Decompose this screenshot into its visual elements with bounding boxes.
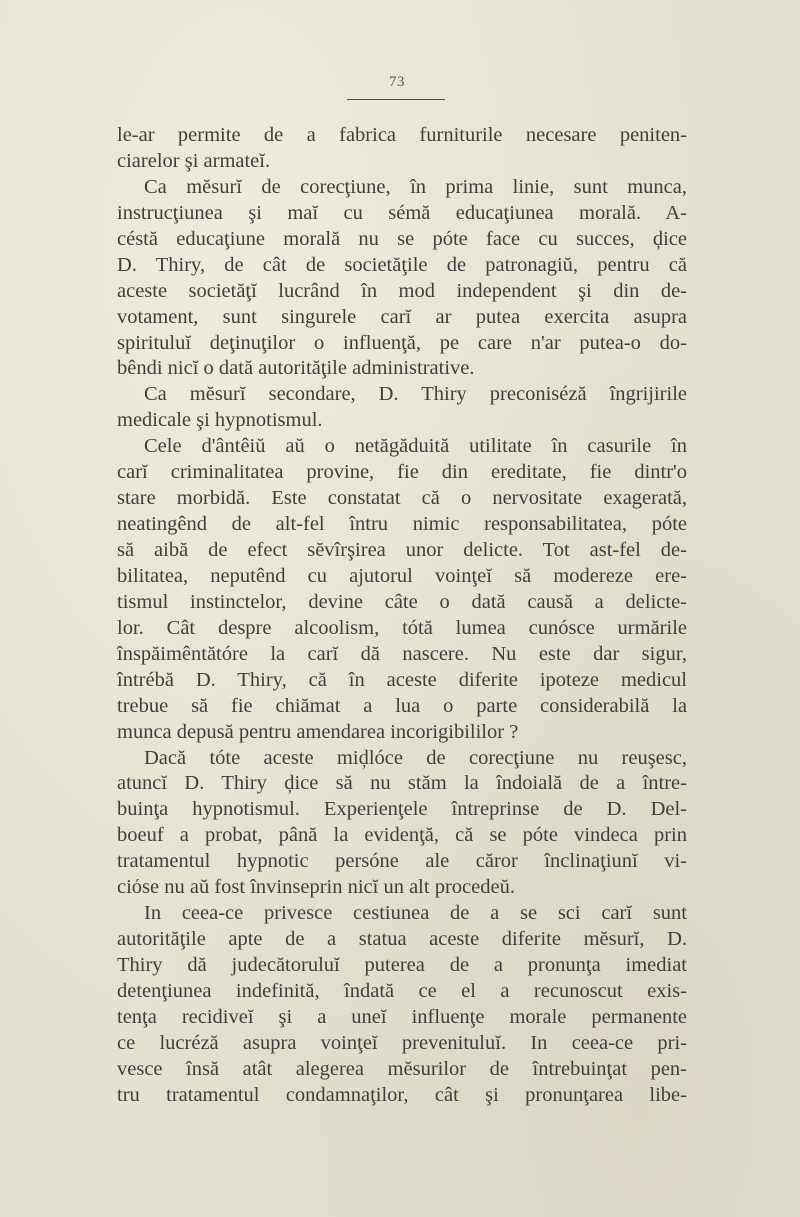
body-text bbox=[117, 123, 687, 1109]
text-line: Ca mĕsurĭ secondare, D. Thiry preconiséză îngrijirile bbox=[144, 383, 687, 406]
text-line: atuncĭ D. Thiry ḑice să nu stăm la îndoială de a între- bbox=[117, 772, 687, 795]
text-line: tismul instinctelor, devine câte o dată causă a delicte- bbox=[117, 590, 687, 613]
text-line: carĭ criminalitatea provine, fie din ereditate, fie dintr'o bbox=[117, 461, 687, 484]
text-line: Thiry dă judecătoruluĭ puterea de a pronunţa imediat bbox=[117, 954, 687, 976]
text-line: Ca mĕsurĭ de corecţiune, în prima linie, sunt munca, bbox=[144, 175, 687, 198]
text-line: buinţa hypnotismul. Experienţele întreprinse de D. Del- bbox=[117, 798, 687, 821]
page-number: 73 bbox=[389, 74, 405, 90]
text-line: detenţiunea indefinită, îndată ce el a recunoscut exis- bbox=[117, 979, 687, 1002]
text-line: tratamentul hypnotic persóne ale căror înclinaţiunĭ vi- bbox=[117, 850, 687, 873]
text-line: instrucţiunea şi maĭ cu sémă educaţiunea morală. A- bbox=[117, 201, 687, 224]
text-line: bêndi nicĭ o dată autorităţile administrative. bbox=[117, 357, 475, 380]
text-line: ciarelor şi armateĭ. bbox=[117, 149, 271, 172]
text-line: ce lucréză asupra voinţeĭ prevenituluĭ. In ceea-ce pri- bbox=[117, 1031, 687, 1054]
text-line: In ceea-ce privesce cestiunea de a se sci carĭ sunt bbox=[144, 902, 687, 925]
text-line: autorităţile apte de a statua aceste diferite mĕsurĭ, D. bbox=[117, 928, 687, 951]
text-line: tru tratamentul condamnaţilor, cât şi pronunţarea libe- bbox=[117, 1083, 687, 1106]
header-rule bbox=[347, 99, 445, 100]
text-line: ciόse nu aŭ fost învinseprin nicĭ un alt procedeŭ. bbox=[117, 876, 515, 899]
text-line: spirituluĭ deţinuţilor o influenţă, pe care n'ar putea-o do- bbox=[117, 331, 687, 354]
text-line: Dacă tóte aceste miḑlóce de corecţiune nu reuşesc, bbox=[144, 746, 687, 769]
text-line: trebue să fie chiămat a lua o parte considerabilă la bbox=[117, 694, 687, 717]
text-line: întrébă D. Thiry, că în aceste diferite ipoteze medicul bbox=[117, 668, 687, 691]
text-line: vesce însă atât alegerea mĕsurilor de întrebuinţat pen- bbox=[117, 1057, 687, 1080]
text-line: Cele d'ântêiŭ aŭ o netăgăduită utilitate în casurile în bbox=[144, 435, 687, 458]
text-line: medicale şi hypnotismul. bbox=[117, 409, 323, 432]
text-line: înspăimêntătóre la carĭ dă nascere. Nu este dar sigur, bbox=[117, 642, 687, 665]
text-line: D. Thiry, de cât de societăţile de patronagiŭ, pentru că bbox=[117, 253, 687, 276]
text-line: bilitatea, neputênd cu ajutorul voinţeĭ să modereze ere- bbox=[117, 564, 687, 587]
text-line: boeuf a probat, până la evidenţă, că se póte vindeca prin bbox=[117, 824, 687, 847]
text-line: tenţa recidiveĭ şi a uneĭ influenţe morale permanente bbox=[117, 1005, 687, 1028]
text-line: lor. Cât despre alcoolism, tótă lumea cunósce urmările bbox=[117, 616, 687, 639]
text-line: munca depusă pentru amendarea incorigibililor ? bbox=[117, 720, 519, 743]
text-line: aceste societăţĭ lucrând în mod independent şi din de- bbox=[117, 279, 687, 302]
text-line: céstă educaţiune morală nu se póte face cu succes, ḑice bbox=[117, 227, 687, 250]
text-line: le-ar permite de a fabrica furniturile necesare peniten- bbox=[117, 124, 687, 146]
text-line: să aibă de efect sĕvîrşirea unor delicte. Tot ast-fel de- bbox=[117, 539, 687, 561]
text-line: stare morbidă. Este constatat că o nervositate exagerată, bbox=[117, 487, 687, 510]
text-line: neatingênd de alt-fel întru nimic responsabilitatea, póte bbox=[117, 513, 687, 536]
text-line: votament, sunt singurele carĭ ar putea exercita asupra bbox=[117, 305, 687, 328]
